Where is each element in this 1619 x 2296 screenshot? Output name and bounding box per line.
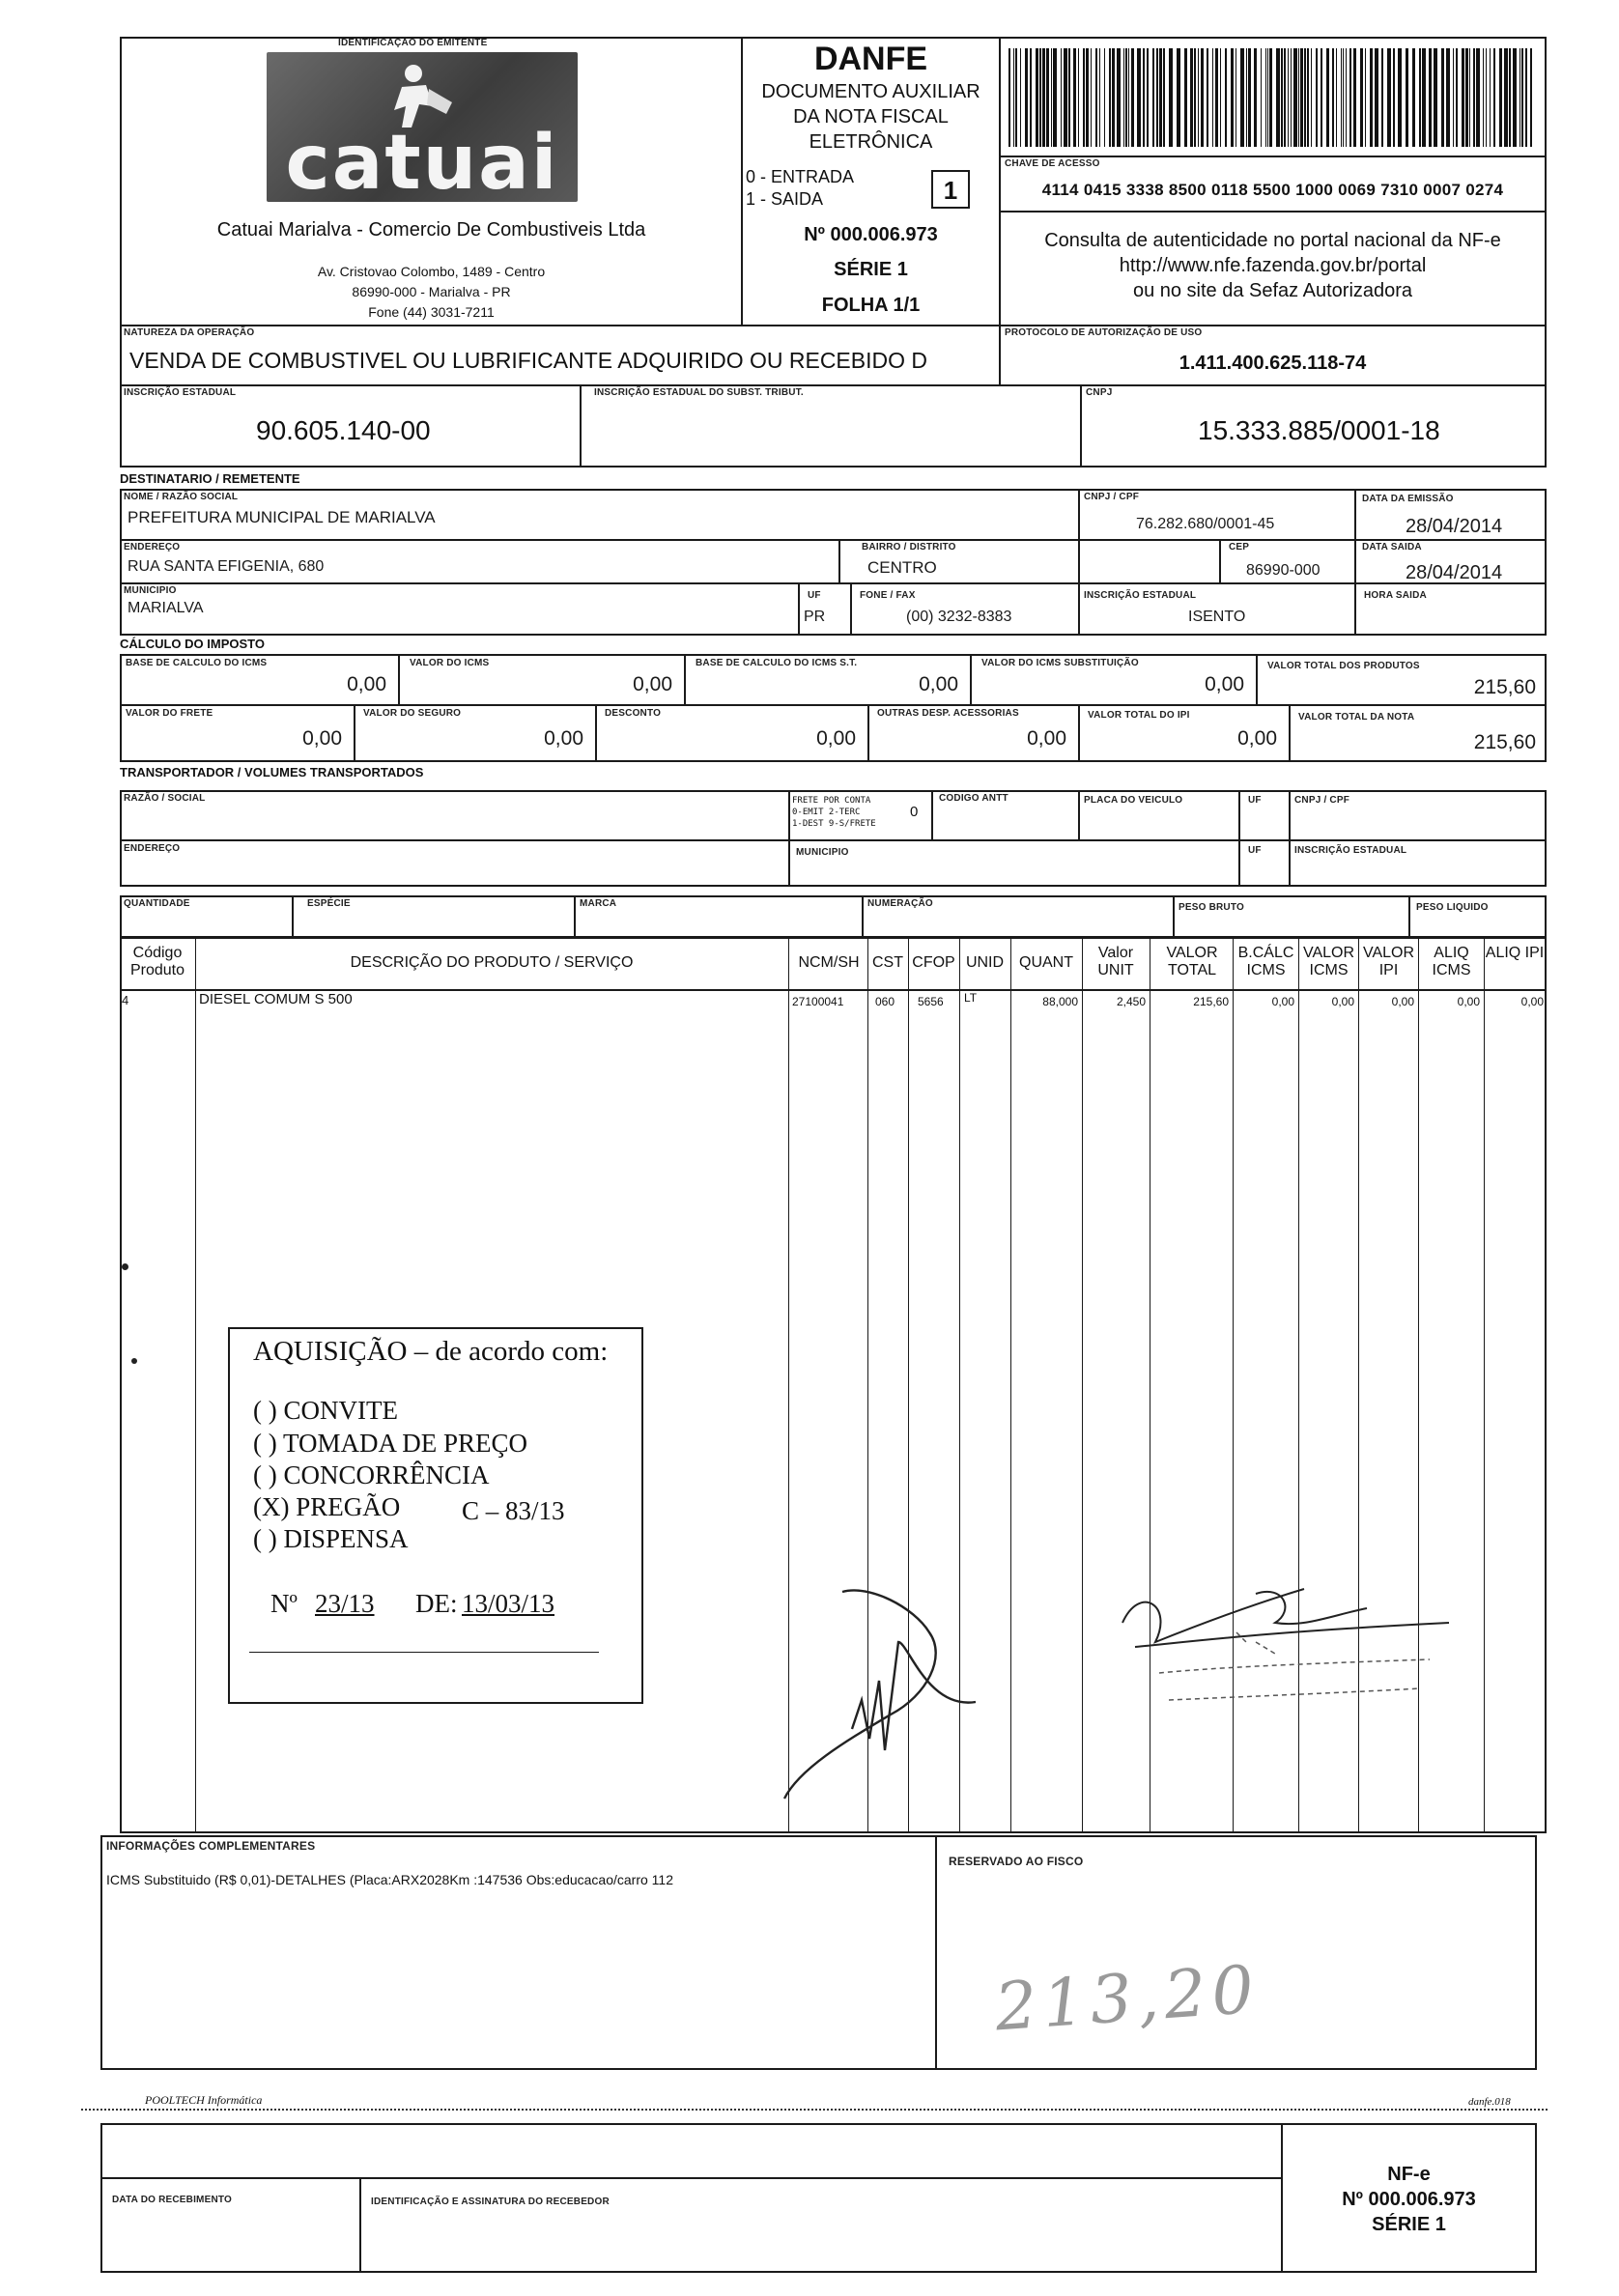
dest-cep-label: CEP xyxy=(1229,542,1250,553)
transp-razao-label: RAZÃO / SOCIAL xyxy=(124,793,206,804)
consulta-line-1: Consulta de autenticidade no portal nacional da NF-e xyxy=(1044,230,1501,251)
dest-uf-label: UF xyxy=(808,590,821,601)
imposto-section: CÁLCULO DO IMPOSTO xyxy=(120,637,265,651)
transp-frete-1: FRETE POR CONTA xyxy=(792,796,871,806)
chave-value: 4114 0415 3338 8500 0118 5500 1000 0069 7310 0007 0274 xyxy=(1041,181,1504,199)
danfe-subtitle-2: DA NOTA FISCAL xyxy=(793,106,949,128)
emitente-name: Catuai Marialva - Comercio De Combustiveis Ltda xyxy=(216,219,646,241)
dest-emissao: 28/04/2014 xyxy=(1406,516,1503,537)
dest-cnpj: 76.282.680/0001-45 xyxy=(1136,516,1275,532)
seguro: 0,00 xyxy=(544,727,583,750)
valor-icms: 0,00 xyxy=(633,673,672,695)
danfe-folha: FOLHA 1/1 xyxy=(821,295,921,316)
company-logo xyxy=(267,52,578,207)
col-aliq-icms: ALIQ ICMS xyxy=(1432,945,1471,978)
danfe-serie: SÉRIE 1 xyxy=(834,259,908,280)
danfe-entrada: 0 - ENTRADA xyxy=(746,167,855,186)
transp-cnpj-label: CNPJ / CPF xyxy=(1294,795,1350,806)
stamp-numero-prefix: Nº xyxy=(270,1589,298,1618)
stamp-tomada: ( ) TOMADA DE PREÇO xyxy=(253,1429,528,1458)
stamp-numero: 23/13 xyxy=(315,1589,375,1618)
transp-especie-label: ESPÉCIE xyxy=(307,898,351,909)
transp-ie-label: INSCRIÇÃO ESTADUAL xyxy=(1294,845,1407,856)
dest-ie-label: INSCRIÇÃO ESTADUAL xyxy=(1084,590,1197,601)
logo-text: catuai xyxy=(285,120,559,207)
outras-label: OUTRAS DESP. ACESSORIAS xyxy=(877,708,1019,719)
row-vicms: 0,00 xyxy=(1331,995,1354,1008)
transp-peso-bruto-label: PESO BRUTO xyxy=(1179,902,1244,913)
row-aliq-icms: 0,00 xyxy=(1457,995,1480,1008)
dest-cep: 86990-000 xyxy=(1246,562,1321,579)
valor-icms-label: VALOR DO ICMS xyxy=(410,658,490,668)
total-produtos: 215,60 xyxy=(1473,676,1536,698)
total-nota-label: VALOR TOTAL DA NOTA xyxy=(1298,712,1415,723)
fisco-handwriting: 213,20 xyxy=(992,1951,1263,2047)
stamp-convite: ( ) CONVITE xyxy=(253,1396,398,1425)
transp-marca-label: MARCA xyxy=(580,898,617,909)
transp-frete-2: 0-EMIT 2-TERC xyxy=(792,808,861,817)
row-unid: LT xyxy=(964,991,978,1005)
stamp-data-prefix: DE: xyxy=(415,1589,458,1618)
dest-ie: ISENTO xyxy=(1188,609,1246,625)
cnpj-label: CNPJ xyxy=(1086,387,1113,398)
transp-endereco-label: ENDEREÇO xyxy=(124,843,181,854)
dest-endereco: RUA SANTA EFIGENIA, 680 xyxy=(128,558,325,575)
transportador-section: TRANSPORTADOR / VOLUMES TRANSPORTADOS xyxy=(120,765,424,780)
footer-nfe: NF-e xyxy=(1387,2164,1431,2185)
base-st-label: BASE DE CALCULO DO ICMS S.T. xyxy=(696,658,858,668)
danfe-subtitle-3: ELETRÔNICA xyxy=(809,131,933,153)
dest-bairro-label: BAIRRO / DISTRITO xyxy=(862,542,956,553)
col-aliq-ipi: ALIQ IPI xyxy=(1485,945,1545,961)
base-icms: 0,00 xyxy=(347,673,386,695)
emitente-address-2: 86990-000 - Marialva - PR xyxy=(352,284,511,299)
emitente-address-1: Av. Cristovao Colombo, 1489 - Centro xyxy=(317,264,546,279)
ipi-label: VALOR TOTAL DO IPI xyxy=(1088,710,1190,721)
transp-quantidade-label: QUANTIDADE xyxy=(124,898,190,909)
danfe-subtitle-1: DOCUMENTO AUXILIAR xyxy=(761,81,980,102)
info-box xyxy=(100,1835,937,2070)
danfe-numero: Nº 000.006.973 xyxy=(804,224,938,245)
row-cst: 060 xyxy=(875,995,895,1008)
col-vunit: Valor UNIT xyxy=(1097,945,1134,978)
transp-uf2-label: UF xyxy=(1248,845,1262,856)
seguro-label: VALOR DO SEGURO xyxy=(363,708,462,719)
stamp-title: AQUISIÇÃO – de acordo com: xyxy=(253,1336,609,1367)
row-aliq-ipi: 0,00 xyxy=(1520,995,1544,1008)
emitente-label: IDENTIFICAÇÃO DO EMITENTE xyxy=(338,38,488,48)
row-vipi: 0,00 xyxy=(1391,995,1414,1008)
total-nota: 215,60 xyxy=(1473,731,1536,753)
base-icms-label: BASE DE CALCULO DO ICMS xyxy=(126,658,268,668)
col-cst: CST xyxy=(872,954,903,971)
frete: 0,00 xyxy=(302,727,342,750)
dest-emissao-label: DATA DA EMISSÃO xyxy=(1362,494,1454,504)
emitente-phone: Fone (44) 3031-7211 xyxy=(368,304,495,320)
row-descricao: DIESEL COMUM S 500 xyxy=(199,991,353,1007)
destinatario-section: DESTINATARIO / REMETENTE xyxy=(120,471,300,486)
ie-label: INSCRIÇÃO ESTADUAL xyxy=(124,387,237,398)
dest-fone-label: FONE / FAX xyxy=(860,590,916,601)
row-cfop: 5656 xyxy=(918,995,944,1008)
dest-uf: PR xyxy=(804,609,826,625)
danfe-tipo: 1 xyxy=(931,170,970,209)
transp-antt-label: CODIGO ANTT xyxy=(939,793,1008,804)
transp-frete-3: 1-DEST 9-S/FRETE xyxy=(792,819,876,829)
outras: 0,00 xyxy=(1027,727,1066,750)
row-quant: 88,000 xyxy=(1042,995,1078,1008)
base-st: 0,00 xyxy=(919,673,958,695)
dest-endereco-label: ENDEREÇO xyxy=(124,542,181,553)
punch-mark-2 xyxy=(131,1358,137,1364)
ie-st-label: INSCRIÇÃO ESTADUAL DO SUBST. TRIBUT. xyxy=(594,387,804,398)
consulta-line-3: ou no site da Sefaz Autorizadora xyxy=(1132,280,1413,301)
total-produtos-label: VALOR TOTAL DOS PRODUTOS xyxy=(1267,661,1420,671)
ipi: 0,00 xyxy=(1237,727,1277,750)
natureza-label: NATUREZA DA OPERAÇÃO xyxy=(124,327,255,338)
protocolo-value: 1.411.400.625.118-74 xyxy=(1179,353,1367,374)
col-vicms: VALOR ICMS xyxy=(1302,945,1355,978)
stamp-data: 13/03/13 xyxy=(462,1589,555,1618)
col-vipi: VALOR IPI xyxy=(1362,945,1415,978)
cnpj-value: 15.333.885/0001-18 xyxy=(1198,415,1440,445)
footer-serie: SÉRIE 1 xyxy=(1372,2214,1446,2235)
row-bcalc: 0,00 xyxy=(1271,995,1294,1008)
danfe-saida: 1 - SAIDA xyxy=(746,189,824,209)
frete-label: VALOR DO FRETE xyxy=(126,708,213,719)
transp-frete-value: 0 xyxy=(910,804,919,820)
transp-municipio-label: MUNICIPIO xyxy=(796,847,849,858)
info-label: INFORMAÇÕES COMPLEMENTARES xyxy=(106,1839,316,1853)
col-ncm: NCM/SH xyxy=(798,954,860,971)
col-vtotal: VALOR TOTAL xyxy=(1166,945,1218,978)
dest-municipio-label: MUNICIPIO xyxy=(124,585,177,596)
col-quant: QUANT xyxy=(1019,954,1073,971)
col-bcalc: B.CÁLC ICMS xyxy=(1237,945,1294,978)
punch-mark-1 xyxy=(122,1263,128,1270)
transp-placa-label: PLACA DO VEICULO xyxy=(1084,795,1183,806)
dest-cnpj-label: CNPJ / CPF xyxy=(1084,492,1140,502)
stamp-pregao-note: C – 83/13 xyxy=(462,1496,565,1525)
fisco-label: RESERVADO AO FISCO xyxy=(949,1855,1084,1868)
col-descricao: DESCRIÇÃO DO PRODUTO / SERVIÇO xyxy=(350,954,634,971)
transp-peso-liquido-label: PESO LIQUIDO xyxy=(1416,902,1489,913)
stamp-dispensa: ( ) DISPENSA xyxy=(253,1524,409,1553)
valor-st: 0,00 xyxy=(1205,673,1244,695)
consulta-line-2: http://www.nfe.fazenda.gov.br/portal xyxy=(1119,255,1427,276)
dest-municipio: MARIALVA xyxy=(128,600,204,616)
assinatura-label: IDENTIFICAÇÃO E ASSINATURA DO RECEBEDOR xyxy=(371,2197,610,2207)
footer-dotted xyxy=(81,2109,1548,2111)
stamp-pregao: (X) PREGÃO xyxy=(253,1492,401,1521)
row-vtotal: 215,60 xyxy=(1193,995,1229,1008)
col-codigo: Código Produto xyxy=(129,945,185,978)
danfe-title: DANFE xyxy=(813,41,928,77)
desconto-label: DESCONTO xyxy=(605,708,662,719)
transp-numeracao-label: NUMERAÇÃO xyxy=(867,898,933,909)
dest-bairro: CENTRO xyxy=(867,558,937,577)
row-codigo: 4 xyxy=(122,993,129,1007)
dest-fone: (00) 3232-8383 xyxy=(906,609,1012,625)
dest-saida: 28/04/2014 xyxy=(1406,562,1503,583)
footer-numero: Nº 000.006.973 xyxy=(1342,2189,1476,2210)
row-vunit: 2,450 xyxy=(1116,995,1146,1008)
barcode xyxy=(1008,48,1536,147)
dest-nome-label: NOME / RAZÃO SOCIAL xyxy=(124,492,239,502)
row-ncm: 27100041 xyxy=(792,995,844,1008)
valor-st-label: VALOR DO ICMS SUBSTITUIÇÃO xyxy=(981,658,1139,668)
natureza-value: VENDA DE COMBUSTIVEL OU LUBRIFICANTE ADQUIRIDO OU RECEBIDO D xyxy=(129,348,928,373)
dest-hora-label: HORA SAIDA xyxy=(1364,590,1427,601)
stamp-concorrencia: ( ) CONCORRÊNCIA xyxy=(253,1460,490,1489)
chave-label: CHAVE DE ACESSO xyxy=(1005,158,1100,169)
transp-uf-label: UF xyxy=(1248,795,1262,806)
dest-nome: PREFEITURA MUNICIPAL DE MARIALVA xyxy=(128,508,436,526)
info-value: ICMS Substituido (R$ 0,01)-DETALHES (Placa:ARX2028Km :147536 Obs:educacao/carro 112 xyxy=(106,1872,673,1887)
dest-saida-label: DATA SAIDA xyxy=(1362,542,1422,553)
col-unid: UNID xyxy=(965,954,1005,971)
form-code: danfe.018 xyxy=(1468,2096,1511,2108)
desconto: 0,00 xyxy=(816,727,856,750)
protocolo-label: PROTOCOLO DE AUTORIZAÇÃO DE USO xyxy=(1005,327,1203,338)
software-label: POOLTECH Informática xyxy=(145,2093,263,2107)
col-cfop: CFOP xyxy=(912,954,955,971)
ie-value: 90.605.140-00 xyxy=(256,415,431,445)
recebimento-label: DATA DO RECEBIMENTO xyxy=(112,2195,232,2205)
